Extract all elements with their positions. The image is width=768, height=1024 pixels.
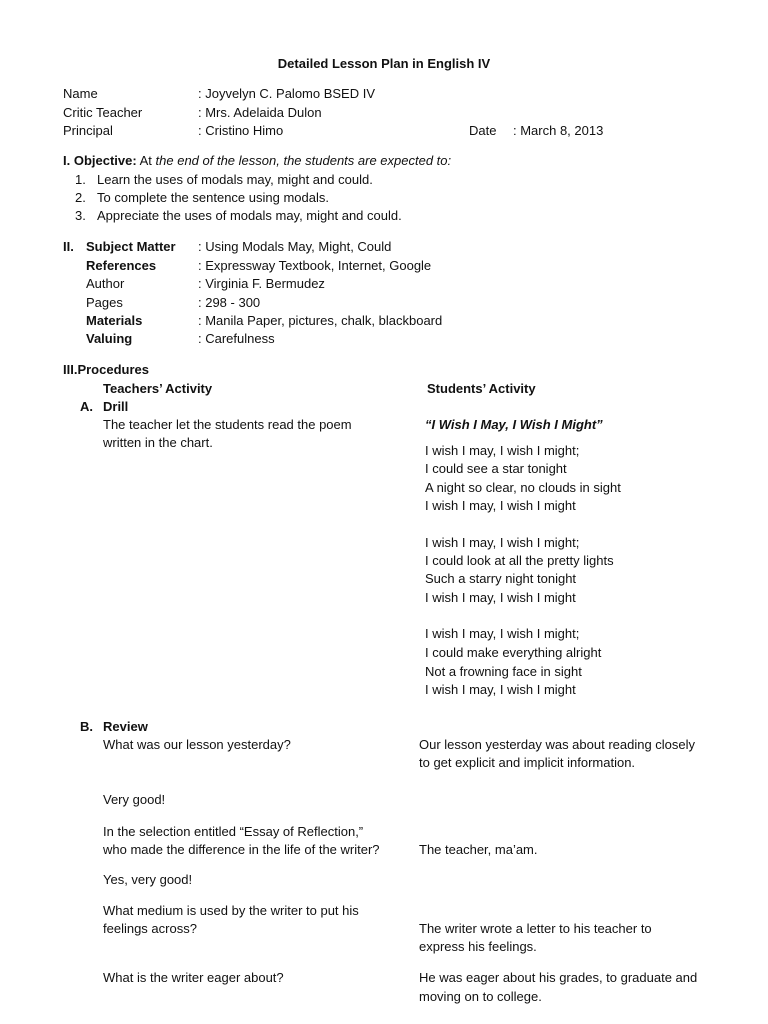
review-question: What was our lesson yesterday? [103,737,291,752]
poem-line: I wish I may, I wish I might [425,590,576,605]
subject-roman: II. [63,239,74,254]
poem-line: Such a starry night tonight [425,571,577,586]
poem-line: I wish I may, I wish I might; [425,535,580,550]
objective-item: Appreciate the uses of modals may, might and could. [97,208,402,223]
poem-title: “I Wish I May, I Wish I Might” [425,417,603,432]
poem-line: I could look at all the pretty lights [425,553,614,568]
subject-label: Author [86,276,125,291]
date-label: Date [469,123,497,138]
poem-line: I could make everything alright [425,645,602,660]
review-question: feelings across? [103,921,197,936]
subject-label: References [86,258,157,273]
objective-heading: I. Objective: [63,153,137,168]
objective-item-num: 1. [75,172,86,187]
review-answer: express his feelings. [419,939,537,954]
subject-label: Pages [86,295,123,310]
objective-intro-plain: At [139,153,152,168]
review-answer: to get explicit and implicit information. [419,755,636,770]
poem-line: A night so clear, no clouds in sight [425,480,621,495]
review-answer: The teacher, ma’am. [419,842,538,857]
principal-label: Principal [63,123,113,138]
review-label: Review [103,719,148,734]
name-label: Name [63,86,98,101]
objective-item-num: 3. [75,208,86,223]
drill-teacher-line: written in the chart. [103,435,213,450]
poem-line: I wish I may, I wish I might; [425,443,580,458]
subject-label: Subject Matter [86,239,176,254]
poem-line: I wish I may, I wish I might [425,498,576,513]
objective-item: To complete the sentence using modals. [97,190,329,205]
critic-value: : Mrs. Adelaida Dulon [198,105,322,120]
subject-value: : Virginia F. Bermudez [198,276,325,291]
review-question: In the selection entitled “Essay of Reflection,” [103,824,364,839]
review-answer: moving on to college. [419,989,542,1004]
name-value: : Joyvelyn C. Palomo BSED IV [198,86,376,101]
poem-line: Not a frowning face in sight [425,664,582,679]
teacher-column-header: Teachers’ Activity [103,381,213,396]
objective-intro-italic: the end of the lesson, the students are expected to: [155,153,452,168]
objective-item-num: 2. [75,190,86,205]
date-value: : March 8, 2013 [513,123,604,138]
subject-value: : Expressway Textbook, Internet, Google [198,258,432,273]
subject-value: : 298 - 300 [198,295,261,310]
subject-value: : Using Modals May, Might, Could [198,239,392,254]
review-praise: Yes, very good! [103,872,193,887]
review-letter: B. [80,719,93,734]
drill-teacher-line: The teacher let the students read the poem [103,417,352,432]
subject-value: : Manila Paper, pictures, chalk, blackboard [198,313,443,328]
poem-line: I wish I may, I wish I might [425,682,576,697]
review-answer: Our lesson yesterday was about reading closely [419,737,696,752]
review-question: What medium is used by the writer to put his [103,903,359,918]
page-title: Detailed Lesson Plan in English IV [277,56,491,71]
objective-item: Learn the uses of modals may, might and could. [97,172,373,187]
review-praise: Very good! [103,792,166,807]
student-column-header: Students’ Activity [427,381,536,396]
principal-value: : Cristino Himo [198,123,284,138]
subject-label: Materials [86,313,143,328]
poem-line: I could see a star tonight [425,461,567,476]
subject-label: Valuing [86,331,133,346]
poem-line: I wish I may, I wish I might; [425,626,580,641]
review-question: who made the difference in the life of the writer? [103,842,380,857]
drill-label: Drill [103,399,129,414]
subject-value: : Carefulness [198,331,275,346]
review-answer: The writer wrote a letter to his teacher to [419,921,652,936]
procedures-heading: III.Procedures [63,362,149,377]
objective-heading-line [63,152,451,170]
review-answer: He was eager about his grades, to graduate and [419,970,698,985]
review-question: What is the writer eager about? [103,970,284,985]
critic-label: Critic Teacher [63,105,143,120]
drill-letter: A. [80,399,93,414]
